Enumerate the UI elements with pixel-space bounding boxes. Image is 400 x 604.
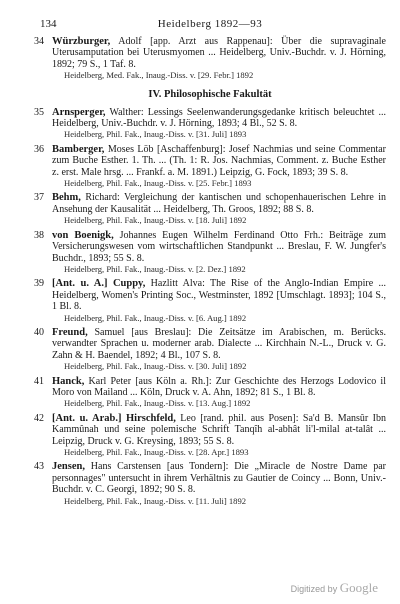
entry-citation: Richard: Vergleichung der kantischen und schopenhauerischen Lehre in Ansehung der Kausalität ... Heidelberg, Th. Groos, 1892; 88 S. 8. <box>52 192 386 215</box>
entry-number: 36 <box>34 143 44 155</box>
entry-text <box>52 192 386 215</box>
entry-citation: Hans Carstensen [aus Tondern]: Die „Miracle de Nostre Dame par personnages" untersucht in ihrem Verhältnis zu Gautier de Coincy ... Bonn, Univ.-Buchdr. v. C. Georgi, 1892; 90 S. 8. <box>52 461 386 496</box>
list-item <box>34 36 386 81</box>
entry-citation: Hazlitt Alva: The Rise of the Anglo-Indian Empire ... Heidelberg, Women's Printing Soc., Westminster, 1892 [Umschlagt. 1893]; 104 S., 1 Bl. 8. <box>52 278 386 313</box>
entries-section <box>34 107 386 506</box>
entry-citation: Adolf [app. Arzt aus Rappenau]: Über die supravaginale Uterusamputation bei Uterusmyomen ... Heidelberg, Univ.-Buchdr. v. J. Hörning, 1892; 79 S., 1 Taf. 8. <box>52 36 386 70</box>
list-item <box>34 192 386 225</box>
list-item <box>34 327 386 372</box>
entry-detail: Heidelberg, Phil. Fak., Inaug.-Diss. v. [6. Aug.] 1892 <box>64 312 247 323</box>
entry-number: 37 <box>34 192 44 204</box>
entry-citation: Moses Löb [Aschaffenburg]: Josef Nachmias und seine Commentar zum Buche Esther. 1. Th. ... (Th. 1: R. Jos. Nachmias, Comment. z. Buche Esther z. erst. Male hrsg. ... Frankf. a. M. 1891.) Leipzig, G. Fock, 1893; 39 S. 8. <box>52 143 386 178</box>
entry-text <box>52 230 386 264</box>
entry-citation: Leo [rand. phil. aus Posen]: Sa'd B. Mansûr Ibn Kammûnah und seine polemische Schrift Tanqîh al-abhât li'l-milal at-talât ... Leipzig, Druck v. G. Kreysing, 1893; 55 S. 8. <box>52 412 386 447</box>
entry-detail: Heidelberg, Phil. Fak., Inaug.-Diss. v. [2. Dez.] 1892 <box>64 263 246 274</box>
author-name: Hanck, <box>52 375 85 387</box>
entries-list <box>34 36 386 510</box>
page-number: 134 <box>40 18 57 30</box>
entry-number: 40 <box>34 326 44 338</box>
digitized-label: Digitized by <box>290 584 338 594</box>
list-item <box>34 144 386 189</box>
author-name: Behm, <box>52 192 81 204</box>
author-name: Bamberger, <box>52 143 105 155</box>
entry-detail: Heidelberg, Med. Fak., Inaug.-Diss. v. [29. Febr.] 1892 <box>64 70 254 81</box>
entry-citation: Samuel [aus Breslau]: Die Zeitsätze im Arabischen, m. Berücks. verwandter Sprachen u. moderner arab. Dialecte ... Kirchhain N.-L., Druck v. G. Zahn & H. Baendel, 1892; 4 Bl., 107 S. 8. <box>52 326 386 361</box>
entry-detail: Heidelberg, Phil. Fak., Inaug.-Diss. v. [11. Juli] 1892 <box>64 495 247 506</box>
entry-text <box>52 144 386 178</box>
entry-number: 34 <box>34 36 44 47</box>
author-name: Freund, <box>52 326 88 338</box>
entry-citation: Walther: Lessings Seelenwanderungsgedanke kritisch beleuchtet ... Heidelberg, Univ.-Buchdr. v. J. Hörning, 1893; 4 Bl., 52 S. 8. <box>52 106 386 130</box>
list-item <box>34 461 386 506</box>
entry-detail: Heidelberg, Phil. Fak., Inaug.-Diss. v. [31. Juli] 1893 <box>64 129 247 140</box>
google-logo: Google <box>339 580 378 595</box>
author-name: [Ant. u. A.] Cuppy, <box>52 278 146 290</box>
entry-number: 35 <box>34 106 44 118</box>
list-item <box>34 230 386 275</box>
entry-text <box>52 327 386 361</box>
running-title: Heidelberg 1892—93 <box>157 18 263 30</box>
entry-detail: Heidelberg, Phil. Fak., Inaug.-Diss. v. [28. Apr.] 1893 <box>64 447 249 457</box>
entry-number: 43 <box>34 461 44 473</box>
section-heading: IV. Philosophische Fakultät <box>148 88 272 100</box>
entry-detail: Heidelberg, Phil. Fak., Inaug.-Diss. v. [18. Juli] 1892 <box>64 215 247 226</box>
entry-number: 38 <box>34 229 44 241</box>
entry-citation: Karl Peter [aus Köln a. Rh.]: Zur Geschichte des Herzogs Lodovico il Moro von Mailand ... Köln, Druck v. A. Ahn, 1892; 81 S., 1 Bl. 8. <box>52 375 386 398</box>
list-item <box>34 376 386 409</box>
entry-detail: Heidelberg, Phil. Fak., Inaug.-Diss. v. [30. Juli] 1892 <box>64 361 247 372</box>
entry-number: 39 <box>34 278 44 290</box>
author-name: [Ant. u. Arab.] Hirschfeld, <box>52 412 176 424</box>
entry-detail: Heidelberg, Phil. Fak., Inaug.-Diss. v. [25. Febr.] 1893 <box>64 178 252 189</box>
entry-citation: Johannes Eugen Wilhelm Ferdinand Otto Frh.: Beiträge zum Versicherungswesen vom wirtschaftlichen Standpunkt ... Breslau, F. W. Jungfer's Buchdr., 1893; 55 S. 8. <box>52 229 386 264</box>
entry-text <box>52 376 386 399</box>
author-name: Arnsperger, <box>52 106 106 118</box>
entry-text <box>52 278 386 312</box>
entry-number: 42 <box>34 412 44 424</box>
author-name: Jensen, <box>52 461 85 473</box>
entry-text <box>52 36 386 70</box>
author-name: von Boenigk, <box>52 229 114 241</box>
entry-detail: Heidelberg, Phil. Fak., Inaug.-Diss. v. [13. Aug.] 1892 <box>64 398 251 409</box>
entry-text <box>52 413 386 447</box>
list-item <box>34 107 386 140</box>
entry-text <box>52 107 386 130</box>
entry-text <box>52 461 386 495</box>
list-item <box>34 413 386 458</box>
page-header <box>40 18 380 32</box>
list-item <box>34 278 386 323</box>
entry-number: 41 <box>34 375 44 387</box>
digitized-watermark <box>291 580 378 596</box>
author-name: Würzburger, <box>52 36 111 47</box>
